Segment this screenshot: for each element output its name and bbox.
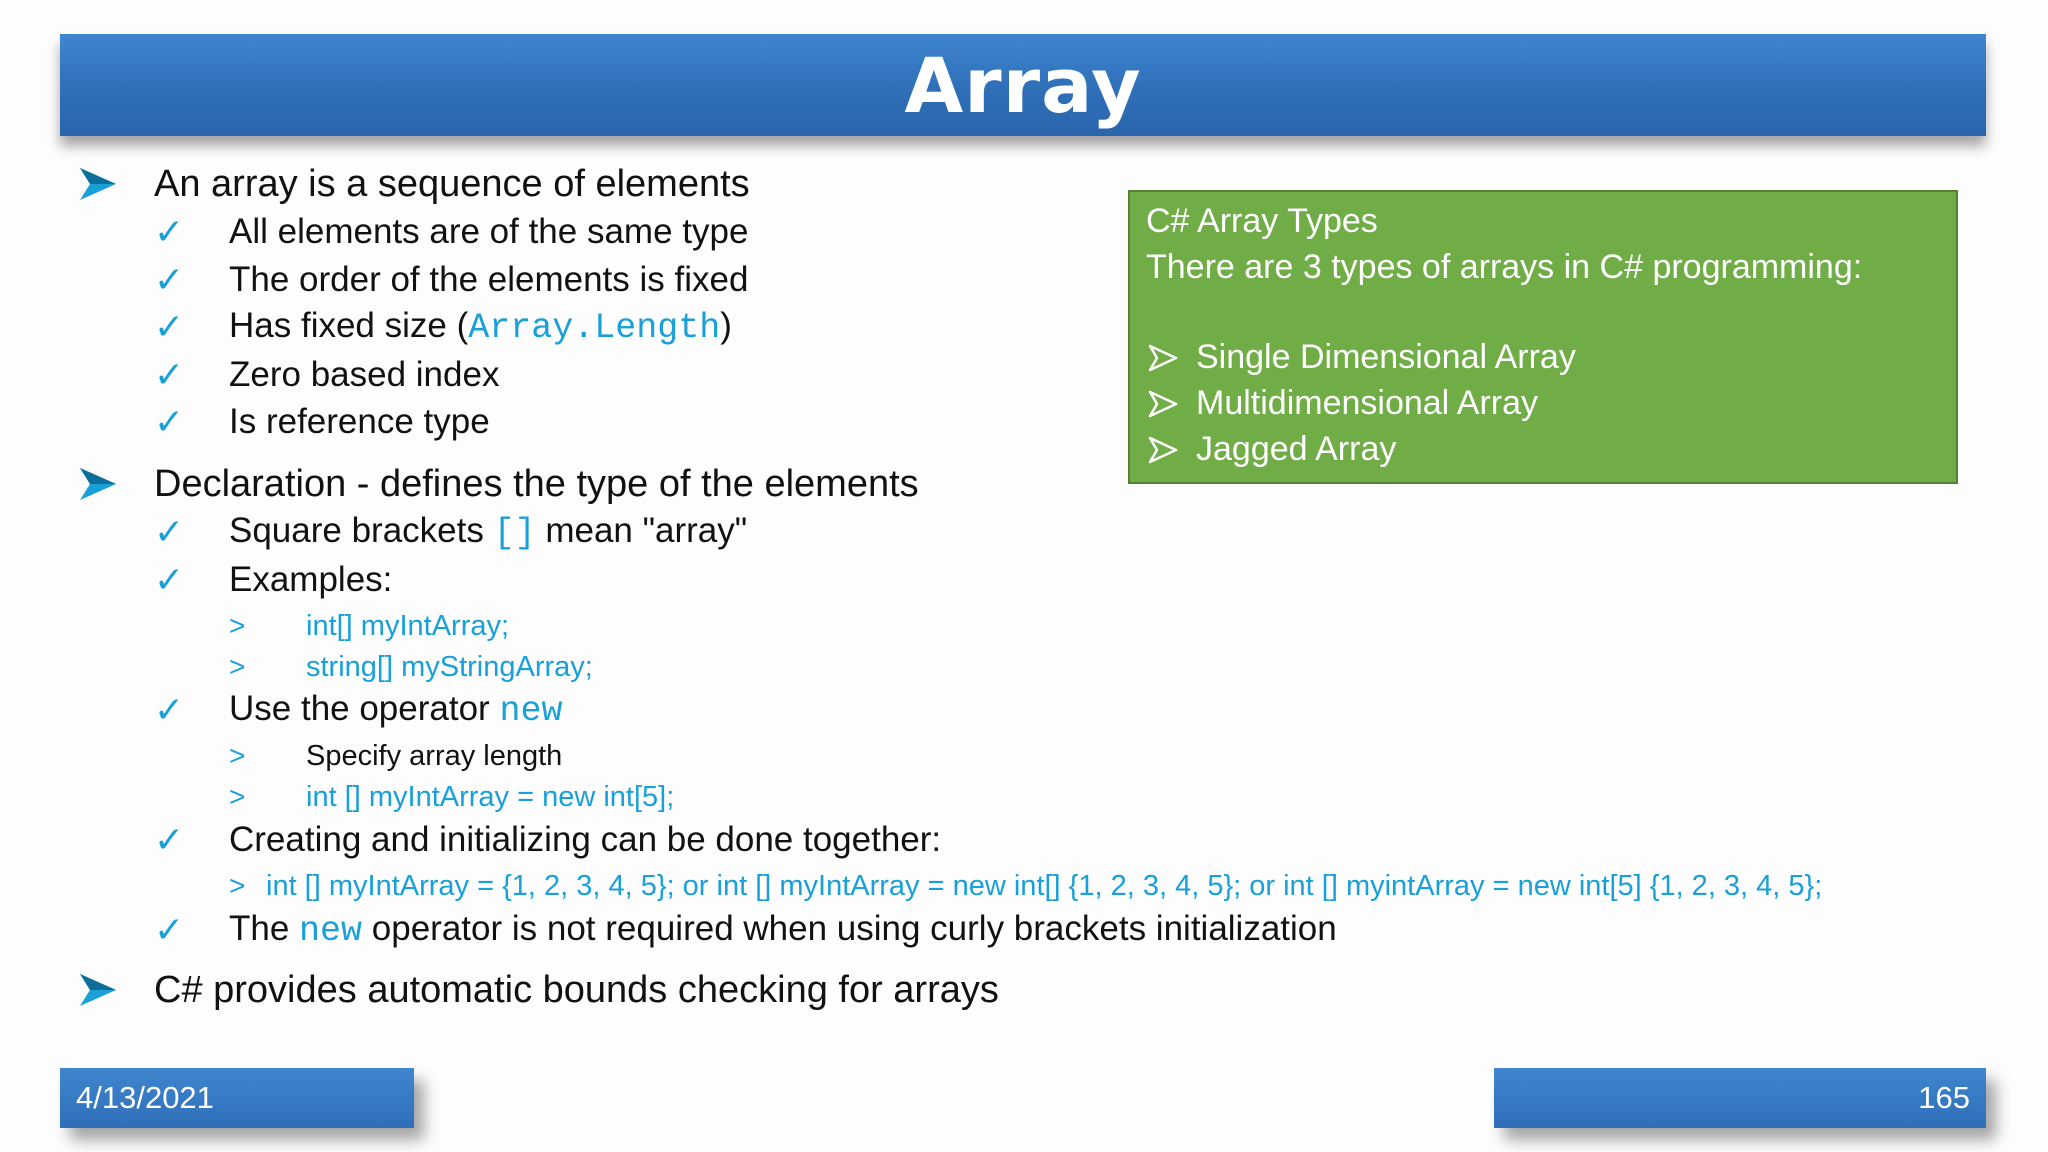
bullet-text: All elements are of the same type	[229, 212, 749, 251]
bullet-text: The order of the elements is fixed	[229, 260, 749, 299]
code-example: int[] myIntArray;	[306, 609, 510, 642]
bullet-text: Creating and initializing can be done together:	[229, 820, 942, 859]
bullet-text: C# provides automatic bounds checking for arrays	[154, 968, 999, 1011]
bullet-text	[229, 909, 1337, 951]
array-types-box	[1128, 190, 1958, 484]
checkmark-icon: ✓	[154, 306, 185, 348]
text-part: operator is not required when using curly brackets initialization	[362, 909, 1337, 948]
code-new: new	[499, 691, 563, 731]
code-array-length: Array.Length	[468, 308, 721, 348]
checkmark-icon: ✓	[154, 354, 185, 396]
chevron-right-icon: >	[229, 781, 246, 812]
arrow-bullet-icon	[1148, 435, 1178, 465]
bullet-text: Zero based index	[229, 355, 500, 394]
bullet-text	[229, 306, 732, 348]
chevron-right-icon: >	[229, 651, 246, 682]
chevron-right-icon: >	[229, 870, 246, 901]
box-item-label: Jagged Array	[1196, 430, 1397, 468]
checkmark-icon: ✓	[154, 401, 185, 443]
bullet-text: Declaration - defines the type of the elements	[154, 462, 919, 505]
text-part: mean "array"	[535, 511, 748, 550]
checkmark-icon: ✓	[154, 689, 185, 731]
text-part: Use the operator	[229, 689, 500, 728]
box-item-label: Single Dimensional Array	[1196, 338, 1576, 376]
text-part: )	[720, 306, 732, 345]
checkmark-icon: ✓	[154, 559, 185, 601]
code-new: new	[299, 911, 363, 951]
date-label: 4/13/2021	[76, 1080, 214, 1115]
checkmark-icon: ✓	[154, 259, 185, 301]
box-item-label: Multidimensional Array	[1196, 384, 1539, 422]
box-item-jagged	[1148, 430, 1396, 469]
chevron-right-icon: >	[229, 740, 246, 771]
text-part: Has fixed size (	[229, 306, 469, 345]
box-intro: There are 3 types of arrays in C# programming:	[1146, 248, 1863, 286]
checkmark-icon: ✓	[154, 819, 185, 861]
box-heading: C# Array Types	[1146, 202, 1378, 240]
code-example: int [] myIntArray = new int[5];	[306, 780, 675, 813]
bullet-text: An array is a sequence of elements	[154, 162, 750, 205]
box-item-multi	[1148, 384, 1538, 423]
bullet-text	[229, 511, 747, 553]
text-part: Square brackets	[229, 511, 494, 550]
slide-title: Array	[904, 40, 1142, 130]
code-example: int [] myIntArray = {1, 2, 3, 4, 5}; or int [] myIntArray = new int[] {1, 2, 3, 4, 5}; or int [] myintArray = new int[5] {1, 2, 3, 4, 5};	[266, 869, 1823, 902]
code-brackets: []	[493, 513, 536, 553]
checkmark-icon: ✓	[154, 211, 185, 253]
arrow-bullet-icon	[78, 464, 118, 504]
checkmark-icon: ✓	[154, 511, 185, 553]
box-item-single	[1148, 338, 1576, 377]
footer-page-number	[1494, 1068, 1986, 1128]
checkmark-icon: ✓	[154, 909, 185, 951]
bullet-text: Examples:	[229, 560, 393, 599]
text-part: The	[229, 909, 300, 948]
page-number-label: 165	[1918, 1080, 1970, 1115]
bullet-text	[229, 689, 562, 731]
chevron-right-icon: >	[229, 610, 246, 641]
arrow-bullet-icon	[1148, 343, 1178, 373]
code-example: string[] myStringArray;	[306, 650, 593, 683]
arrow-bullet-icon	[78, 970, 118, 1010]
arrow-bullet-icon	[1148, 389, 1178, 419]
arrow-bullet-icon	[78, 164, 118, 204]
sub-text: Specify array length	[306, 739, 563, 772]
bullet-text: Is reference type	[229, 402, 490, 441]
footer-date	[60, 1068, 414, 1128]
